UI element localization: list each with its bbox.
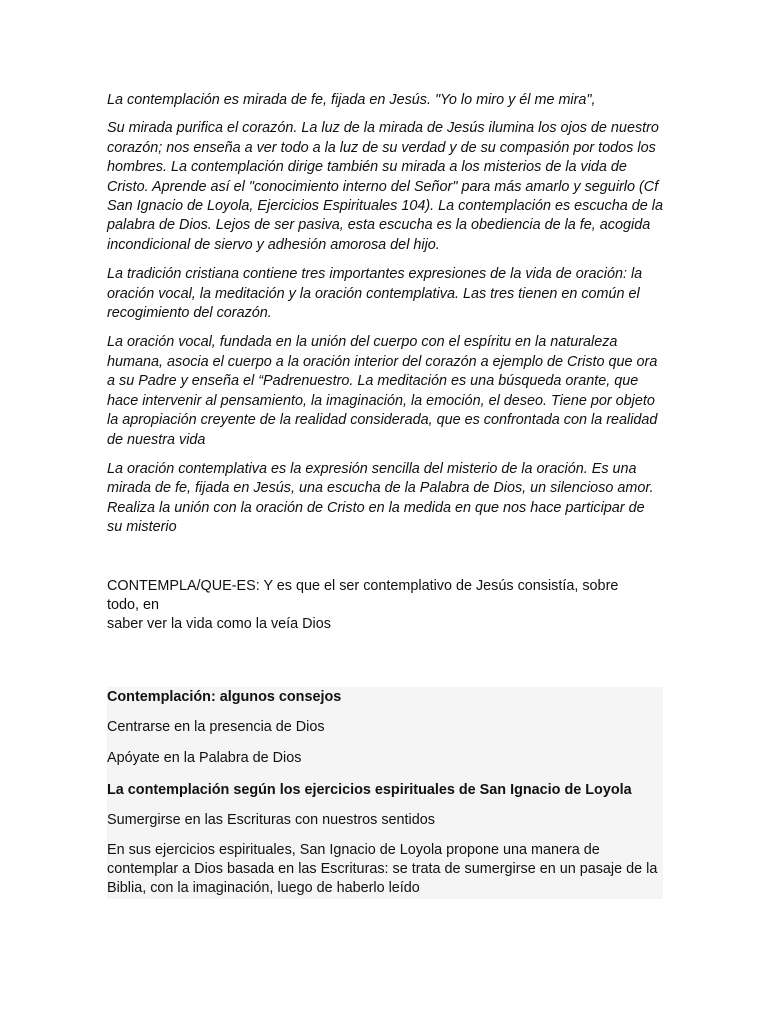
tip-presence: Centrarse en la presencia de Dios xyxy=(107,718,325,735)
paragraph-contemplative-prayer: La oración contemplativa es la expresión sencilla del misterio de la oración. Es una mirada de fe, fijada en Jesús, una escucha de la Palabra de Dios, un silencioso amor. Realiza la unión con la oración de Cristo en la medida en que nos hace participar de su misterio xyxy=(107,460,654,536)
note-line-1: CONTEMPLA/QUE-ES: Y es que el ser contemplativo de Jesús consistía, sobre xyxy=(107,577,619,594)
note-contempla xyxy=(107,577,663,634)
note-line-2: todo, en xyxy=(107,596,160,613)
paragraph-purifies-heart: Su mirada purifica el corazón. La luz de la mirada de Jesús ilumina los ojos de nuestro corazón; nos enseña a ver todo a la luz de su verdad y de su compasión por todos los hombres. La contemplación dirige también su mirada a los misterios de la vida de Cristo. Aprende así el "conocimiento interno del Señor" para más amarlo y seguirlo (Cf San Ignacio de Loyola, Ejercicios Espirituales 104). La contemplación es escucha de la palabra de Dios. Lejos de ser pasiva, esta escucha es la obediencia de la fe, acogida incondicional de siervo y adhesión amorosa del hijo. xyxy=(107,120,663,253)
paragraph-contemplation-gaze: La contemplación es mirada de fe, fijada en Jesús. "Yo lo miro y él me mira", xyxy=(107,92,596,108)
paragraph-three-expressions: La tradición cristiana contiene tres importantes expresiones de la vida de oración: la oración vocal, la meditación y la oración contemplativa. Las tres tienen en común el recogimiento del corazón. xyxy=(107,266,643,322)
subheading-scriptures: Sumergirse en las Escrituras con nuestros sentidos xyxy=(107,811,435,828)
advice-box xyxy=(107,687,663,899)
document-page xyxy=(107,91,663,899)
heading-advice: Contemplación: algunos consejos xyxy=(107,688,342,705)
note-line-3: saber ver la vida como la veía Dios xyxy=(107,615,331,632)
heading-ignatius: La contemplación según los ejercicios espirituales de San Ignacio de Loyola xyxy=(107,781,632,798)
paragraph-ignatius: En sus ejercicios espirituales, San Ignacio de Loyola propone una manera de contemplar a Dios basada en las Escrituras: se trata de sumergirse en un pasaje de la Biblia, con la imaginación, luego de haberlo leído xyxy=(107,841,658,896)
tip-word: Apóyate en la Palabra de Dios xyxy=(107,749,302,766)
paragraph-vocal-prayer: La oración vocal, fundada en la unión del cuerpo con el espíritu en la naturaleza humana, asocia el cuerpo a la oración interior del corazón a ejemplo de Cristo que ora a su Padre y enseña el “Padrenuestro. La meditación es una búsqueda orante, que hace intervenir al pensamiento, la imaginación, la emoción, el deseo. Tiene por objeto la apropiación creyente de la realidad considerada, que es confrontada con la realidad de nuestra vida xyxy=(107,334,658,448)
